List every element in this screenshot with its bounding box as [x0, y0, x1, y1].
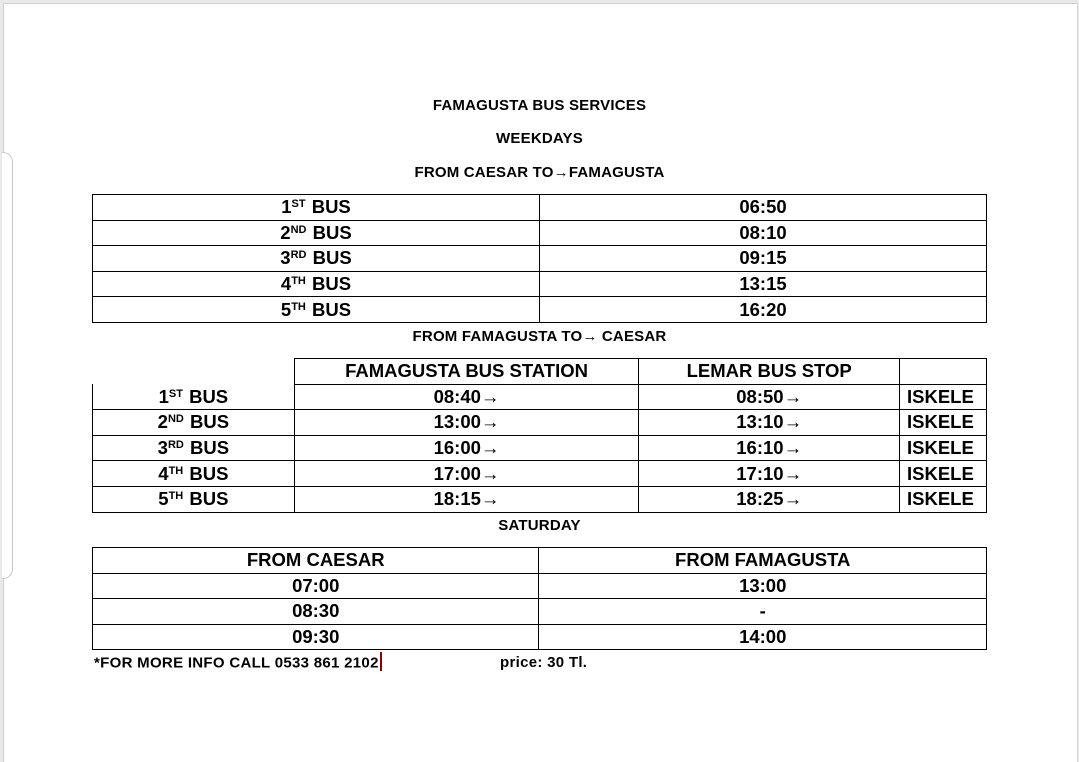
departure-time: 13:15	[539, 271, 986, 297]
bus-number: 5	[280, 298, 292, 320]
weekdays-heading: WEEKDAYS	[496, 130, 583, 147]
bus-number: 4	[280, 273, 292, 295]
column-header: LEMAR BUS STOP	[639, 359, 900, 385]
famagusta-departure: 13:00	[539, 573, 987, 599]
bus-label	[93, 271, 540, 297]
bus-word: BUS	[189, 385, 229, 407]
bus-ordinal: ST	[291, 198, 306, 211]
bus-ordinal: TH	[291, 300, 306, 313]
table-header-row	[93, 359, 987, 385]
bus-word: BUS	[189, 437, 230, 459]
empty-header-cell	[93, 359, 295, 385]
destination: ISKELE	[900, 486, 987, 512]
destination: ISKELE	[900, 435, 987, 461]
famagusta-departure: 14:00	[539, 624, 987, 650]
table-row	[93, 486, 987, 512]
caesar-departure: 09:30	[93, 624, 539, 650]
bus-label	[93, 486, 295, 512]
bus-label	[93, 461, 295, 487]
bus-ordinal: ST	[168, 387, 183, 400]
table-row	[93, 220, 987, 246]
saturday-table	[92, 547, 987, 650]
bus-number: 1	[281, 196, 292, 218]
bus-word: BUS	[189, 462, 229, 484]
departure-time: 08:10	[539, 220, 986, 246]
departure-time: 16:20	[539, 297, 986, 323]
lemar-time: 18:25→	[639, 486, 900, 512]
bus-label	[93, 195, 540, 221]
bus-number: 5	[158, 488, 169, 510]
lemar-time: 16:10→	[639, 435, 900, 461]
caesar-departure: 07:00	[93, 573, 539, 599]
bus-ordinal: ND	[167, 413, 184, 426]
caesar-to-famagusta-heading: FROM CAESAR TO→FAMAGUSTA	[414, 164, 665, 181]
bus-word: BUS	[189, 488, 229, 510]
bus-number: 2	[280, 221, 291, 243]
weekday-caesar-table	[92, 194, 987, 323]
bus-ordinal: RD	[290, 249, 307, 262]
page-title: FAMAGUSTA BUS SERVICES	[432, 97, 647, 114]
side-panel-handle[interactable]	[2, 152, 13, 579]
column-header: FROM FAMAGUSTA	[539, 548, 987, 574]
destination: ISKELE	[900, 410, 987, 436]
bus-word: BUS	[311, 196, 351, 218]
destination: ISKELE	[900, 461, 987, 487]
price-text: price: 30 Tl.	[500, 654, 588, 671]
bus-word: BUS	[312, 273, 352, 295]
table-header-row	[93, 548, 987, 574]
lemar-time: 13:10→	[639, 410, 900, 436]
bus-label	[93, 410, 295, 436]
bus-word: BUS	[312, 247, 352, 269]
departure-time: 09:15	[539, 246, 986, 272]
bus-label	[93, 220, 540, 246]
bus-ordinal: TH	[291, 275, 306, 288]
bus-word: BUS	[312, 221, 352, 243]
famagusta-to-caesar-heading: FROM FAMAGUSTA TO→ CAESAR	[412, 328, 667, 345]
station-time: 13:00→	[294, 410, 639, 436]
table-row	[93, 384, 987, 410]
bus-number: 4	[158, 462, 169, 484]
bus-number: 3	[280, 247, 291, 269]
text-cursor	[380, 652, 382, 671]
bus-word: BUS	[189, 411, 230, 433]
empty-header-cell	[900, 359, 987, 385]
lemar-time: 08:50→	[639, 384, 900, 410]
table-row	[93, 461, 987, 487]
station-time: 16:00→	[294, 435, 639, 461]
famagusta-departure: -	[539, 599, 987, 625]
bus-label	[93, 384, 295, 410]
column-header: FROM CAESAR	[93, 548, 539, 574]
bus-label	[93, 435, 295, 461]
destination: ISKELE	[900, 384, 987, 410]
contact-info-text: *FOR MORE INFO CALL 0533 861 2102	[94, 654, 379, 672]
station-time: 08:40→	[294, 384, 639, 410]
bus-number: 1	[158, 385, 169, 407]
lemar-time: 17:10→	[639, 461, 900, 487]
bus-number: 2	[157, 411, 168, 433]
table-row	[93, 624, 987, 650]
caesar-departure: 08:30	[93, 599, 539, 625]
table-row	[93, 246, 987, 272]
saturday-heading: SATURDAY	[498, 517, 581, 534]
bus-ordinal: TH	[168, 464, 184, 477]
bus-number: 3	[157, 437, 168, 459]
table-row	[93, 195, 987, 221]
departure-time: 06:50	[539, 195, 986, 221]
bus-word: BUS	[312, 298, 352, 320]
bus-ordinal: ND	[290, 223, 307, 236]
table-row	[93, 573, 987, 599]
weekday-famagusta-table	[92, 358, 987, 513]
station-time: 17:00→	[294, 461, 639, 487]
table-row	[93, 599, 987, 625]
table-row	[93, 435, 987, 461]
table-row	[93, 410, 987, 436]
column-header: FAMAGUSTA BUS STATION	[294, 359, 639, 385]
table-row	[93, 297, 987, 323]
bus-label	[93, 246, 540, 272]
bus-ordinal: RD	[167, 439, 184, 452]
bus-label	[93, 297, 540, 323]
station-time: 18:15→	[294, 486, 639, 512]
footer-info	[94, 654, 382, 673]
table-row	[93, 271, 987, 297]
bus-ordinal: TH	[168, 490, 184, 503]
